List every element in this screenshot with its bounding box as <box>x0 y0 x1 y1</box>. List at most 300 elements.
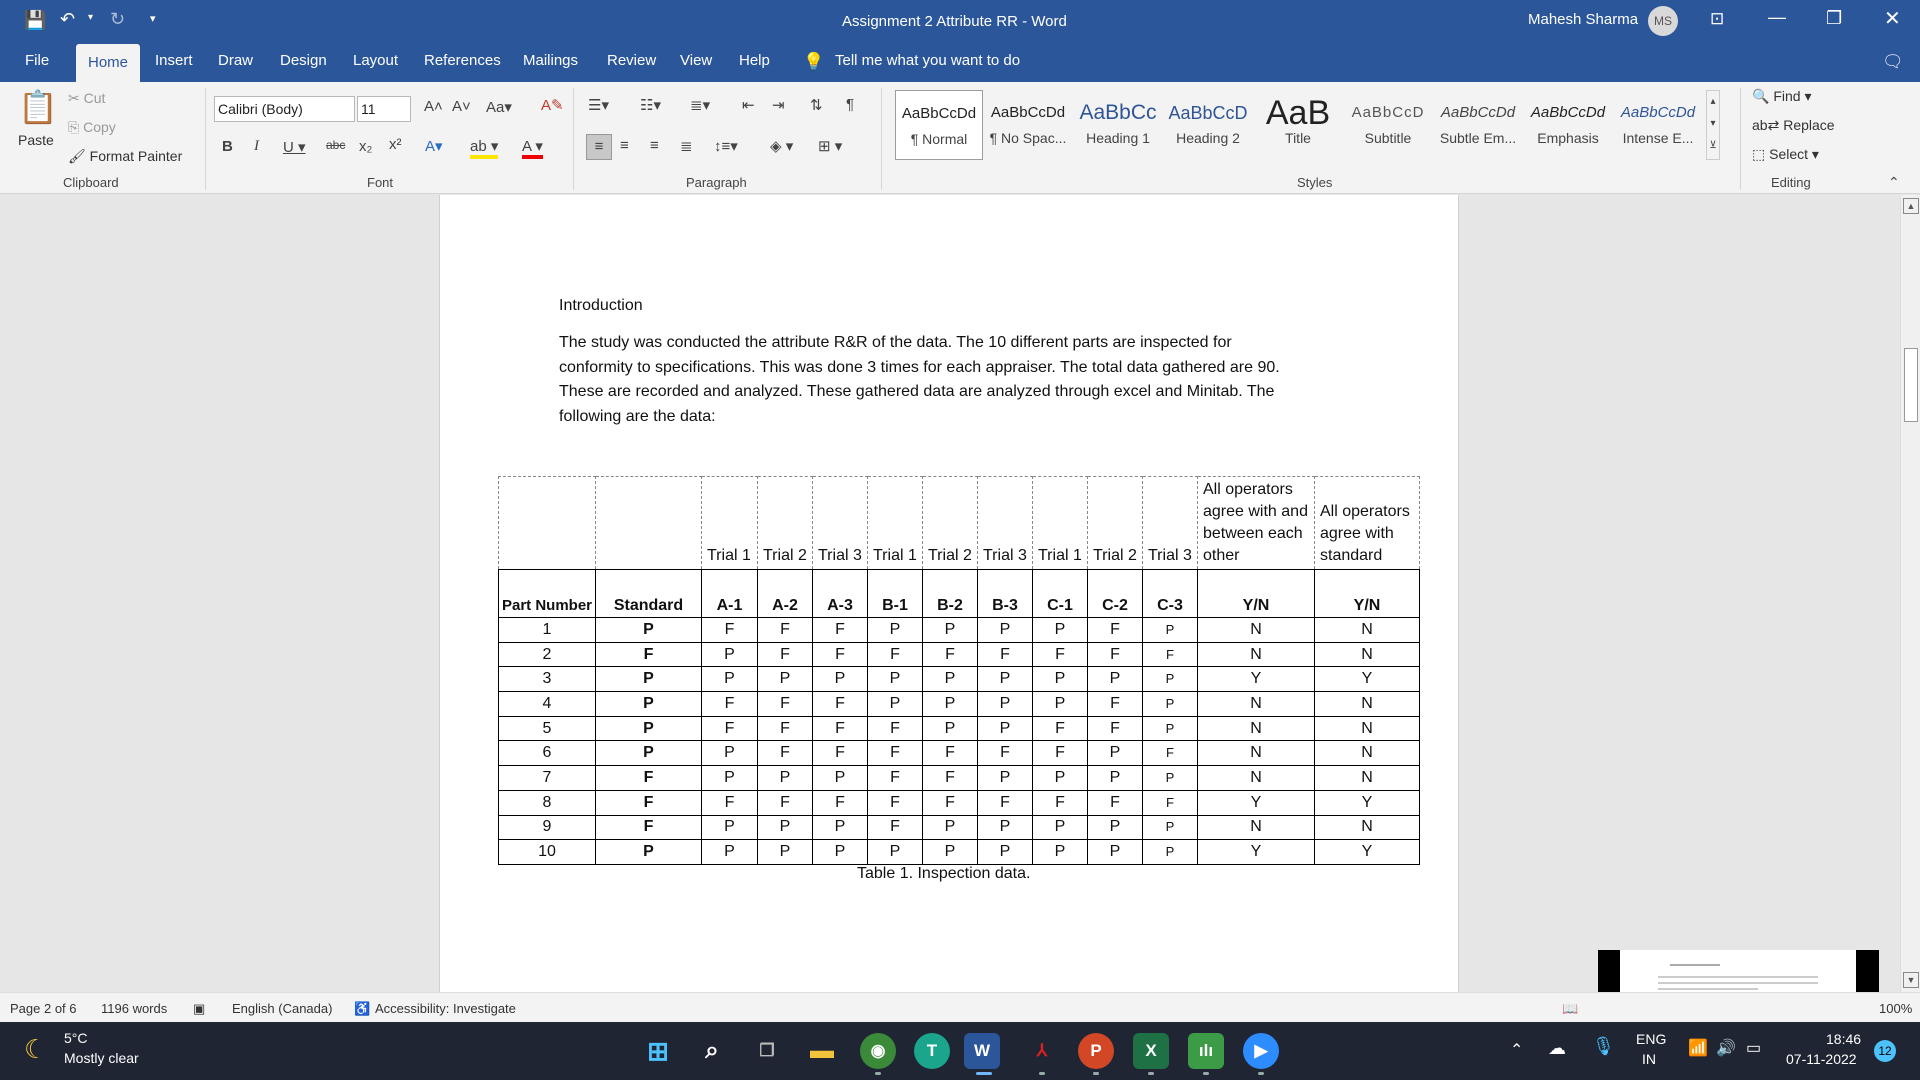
style-subtle-emphasis[interactable] <box>1434 90 1522 160</box>
subscript-icon[interactable]: x₂ <box>359 138 373 155</box>
underline-icon[interactable]: U ▾ <box>283 139 306 156</box>
table-cell[interactable]: Y <box>1315 790 1420 815</box>
preview-line <box>1658 982 1818 984</box>
table-cell[interactable]: F <box>758 618 813 643</box>
table-cell[interactable]: P <box>1033 840 1088 865</box>
table-cell[interactable]: 1 <box>499 618 596 643</box>
copy-button[interactable]: ⎘ Copy <box>68 119 116 135</box>
style-intense-emphasis[interactable] <box>1614 90 1702 160</box>
table-cell[interactable]: P <box>1088 741 1143 766</box>
word-icon[interactable]: W <box>964 1033 1000 1069</box>
table-cell[interactable]: P <box>1088 815 1143 840</box>
powerpoint-icon[interactable]: P <box>1078 1033 1114 1069</box>
style-heading-1[interactable] <box>1074 90 1162 160</box>
table-cell[interactable]: P <box>702 741 758 766</box>
table-cell[interactable]: F <box>978 741 1033 766</box>
table-cell[interactable]: P <box>923 840 978 865</box>
table-top-header-cell: All operators agree with standard <box>1315 477 1420 570</box>
table-cell[interactable]: 8 <box>499 790 596 815</box>
table-cell[interactable]: F <box>923 642 978 667</box>
table-cell[interactable]: N <box>1198 766 1315 791</box>
scroll-thumb[interactable] <box>1904 348 1918 422</box>
style-name: Title <box>1285 130 1311 146</box>
table-cell[interactable]: P <box>978 692 1033 717</box>
table-cell[interactable]: 4 <box>499 692 596 717</box>
accessibility-icon[interactable]: ♿ <box>354 1001 371 1016</box>
table-cell[interactable]: N <box>1198 741 1315 766</box>
table-cell[interactable]: P <box>1033 815 1088 840</box>
language-eng[interactable]: ENG <box>1636 1031 1667 1047</box>
italic-icon[interactable]: I <box>254 138 259 154</box>
table-cell[interactable]: P <box>1033 618 1088 643</box>
table-cell[interactable]: P <box>1143 840 1198 865</box>
table-cell[interactable]: P <box>758 766 813 791</box>
table-top-header-cell: Trial 2 <box>1088 477 1143 570</box>
table-cell[interactable]: N <box>1198 642 1315 667</box>
select-button[interactable]: ⬚ Select ▾ <box>1752 146 1819 162</box>
table-cell[interactable]: P <box>813 667 868 692</box>
wifi-icon[interactable]: 📶 <box>1688 1040 1708 1057</box>
table-cell[interactable]: F <box>702 692 758 717</box>
style-preview: AaBbCcDd <box>990 104 1066 121</box>
table-cell[interactable]: 6 <box>499 741 596 766</box>
weather-status[interactable]: Mostly clear <box>64 1050 139 1066</box>
style-name: ¶ No Spac... <box>989 130 1067 146</box>
table-cell[interactable]: P <box>702 815 758 840</box>
numbering-icon[interactable]: ☷▾ <box>640 97 661 114</box>
table-cell[interactable]: P <box>868 667 923 692</box>
table-cell[interactable]: P <box>1143 815 1198 840</box>
table-cell[interactable]: Y <box>1198 667 1315 692</box>
table-cell[interactable]: F <box>758 642 813 667</box>
lightbulb-icon[interactable]: 💡 <box>803 52 825 71</box>
table-cell[interactable]: F <box>923 790 978 815</box>
table-cell[interactable]: P <box>702 642 758 667</box>
table-top-header-cell: Trial 1 <box>1033 477 1088 570</box>
style-preview: AaBbCcD <box>1351 104 1425 121</box>
table-cell[interactable]: P <box>702 766 758 791</box>
tab-help[interactable]: Help <box>739 52 770 69</box>
tab-draw[interactable]: Draw <box>218 52 254 69</box>
table-row <box>499 766 1420 791</box>
start-icon[interactable]: ⊞ <box>647 1036 669 1066</box>
increase-indent-icon[interactable]: ⇥ <box>772 97 785 114</box>
table-cell[interactable]: F <box>868 790 923 815</box>
table-cell[interactable]: F <box>1033 716 1088 741</box>
onedrive-icon[interactable]: ☁ <box>1548 1038 1566 1058</box>
table-cell[interactable]: F <box>702 618 758 643</box>
running-indicator <box>1258 1072 1264 1075</box>
language-status[interactable]: English (Canada) <box>232 1001 333 1016</box>
tab-design[interactable]: Design <box>280 52 327 69</box>
table-cell[interactable]: N <box>1315 716 1420 741</box>
align-right-icon[interactable]: ≡ <box>650 137 659 154</box>
sort-icon[interactable]: ⇅ <box>810 97 823 114</box>
cut-button[interactable]: ✂ Cut <box>68 90 106 106</box>
title-bar <box>0 0 1920 44</box>
table-header-cell: C-2 <box>1088 570 1143 618</box>
paste-button[interactable]: Paste <box>18 132 54 148</box>
table-cell[interactable]: P <box>868 840 923 865</box>
style-preview: AaB <box>1265 96 1331 130</box>
table-row <box>499 642 1420 667</box>
table-cell[interactable]: P <box>1088 840 1143 865</box>
table-row <box>499 741 1420 766</box>
proofing-icon[interactable]: ▣ <box>193 1001 206 1016</box>
table-row <box>499 716 1420 741</box>
table-cell[interactable]: F <box>596 790 702 815</box>
table-cell[interactable]: F <box>1088 618 1143 643</box>
table-cell[interactable]: F <box>813 618 868 643</box>
table-top-header-cell: Trial 3 <box>1143 477 1198 570</box>
table-cell[interactable]: N <box>1315 692 1420 717</box>
font-group-label: Font <box>367 175 394 190</box>
zoom-level[interactable]: 100% <box>1879 1001 1913 1016</box>
table-cell[interactable]: F <box>1088 692 1143 717</box>
style-heading-2[interactable] <box>1164 90 1252 160</box>
table-row <box>499 815 1420 840</box>
vertical-scrollbar[interactable] <box>1900 195 1920 992</box>
style-name: ¶ Normal <box>910 131 968 147</box>
highlight-icon[interactable]: ab ▾ <box>470 137 498 159</box>
table-cell[interactable]: P <box>978 840 1033 865</box>
task-view-icon[interactable]: ❐ <box>759 1041 775 1060</box>
table-cell[interactable]: 7 <box>499 766 596 791</box>
excel-icon[interactable]: X <box>1133 1033 1169 1069</box>
table-cell[interactable]: F <box>1088 642 1143 667</box>
running-indicator <box>875 1072 881 1075</box>
tell-me-search[interactable]: Tell me what you want to do <box>835 52 1021 69</box>
table-cell[interactable]: P <box>1033 766 1088 791</box>
table-cell[interactable]: F <box>868 766 923 791</box>
zoom-app-icon[interactable]: ▶ <box>1243 1033 1279 1069</box>
undo-dropdown-icon[interactable]: ▾ <box>88 12 94 23</box>
table-header-cell: A-2 <box>758 570 813 618</box>
table-cell[interactable]: P <box>702 840 758 865</box>
table-cell[interactable]: P <box>1033 692 1088 717</box>
table-cell[interactable]: P <box>813 815 868 840</box>
table-cell[interactable]: F <box>758 716 813 741</box>
accessibility-status[interactable]: Accessibility: Investigate <box>375 1001 516 1016</box>
temperature[interactable]: 5°C <box>64 1030 88 1046</box>
table-cell[interactable]: P <box>1088 766 1143 791</box>
table-cell[interactable]: P <box>596 716 702 741</box>
read-mode-icon[interactable]: 📖 <box>1562 1001 1579 1016</box>
table-cell[interactable]: F <box>868 815 923 840</box>
table-cell[interactable]: F <box>1033 790 1088 815</box>
table-top-header-cell: Trial 2 <box>923 477 978 570</box>
volume-icon[interactable]: 🔊 <box>1716 1040 1736 1057</box>
table-cell[interactable]: Y <box>1315 840 1420 865</box>
table-cell[interactable]: P <box>978 618 1033 643</box>
table-cell[interactable]: P <box>1088 667 1143 692</box>
clock-time[interactable]: 18:46 <box>1826 1031 1862 1047</box>
justify-icon[interactable]: ≣ <box>680 138 693 155</box>
table-cell[interactable]: P <box>1143 618 1198 643</box>
table-cell[interactable]: N <box>1315 815 1420 840</box>
table-cell[interactable]: F <box>978 642 1033 667</box>
collapse-ribbon-icon[interactable]: ⌃ <box>1888 174 1900 190</box>
font-size-dropdown[interactable]: 11 <box>357 96 411 122</box>
table-cell[interactable]: P <box>596 618 702 643</box>
table-cell[interactable]: F <box>978 790 1033 815</box>
table-cell[interactable]: 5 <box>499 716 596 741</box>
table-cell[interactable]: F <box>1143 642 1198 667</box>
table-cell[interactable]: P <box>1143 667 1198 692</box>
styles-scroll-icon[interactable]: ▴ ▾ ⊻ <box>1706 90 1720 160</box>
inspection-table[interactable] <box>498 476 1420 865</box>
table-cell[interactable]: N <box>1315 618 1420 643</box>
table-cell[interactable]: P <box>923 692 978 717</box>
scroll-up-icon[interactable]: ▲ <box>1903 198 1919 214</box>
tab-view[interactable]: View <box>680 52 713 69</box>
table-cell[interactable]: Y <box>1315 667 1420 692</box>
table-row <box>499 840 1420 865</box>
paragraph-line: conformity to specifications. This was done 3 times for each appraiser. The total data gathered are 90. <box>559 358 1280 376</box>
table-cell[interactable]: P <box>978 766 1033 791</box>
table-cell[interactable]: P <box>596 667 702 692</box>
table-cell[interactable]: F <box>596 642 702 667</box>
table-top-header-cell: Trial 1 <box>868 477 923 570</box>
chrome-icon[interactable]: ◉ <box>860 1033 896 1069</box>
style-name: Intense E... <box>1622 130 1694 146</box>
table-cell[interactable]: P <box>1143 692 1198 717</box>
tab-home[interactable]: Home <box>76 44 140 82</box>
clear-formatting-icon[interactable]: A✎ <box>541 97 564 114</box>
ribbon <box>0 82 1920 194</box>
customize-qat-icon[interactable]: ▾ <box>150 13 156 25</box>
table-cell[interactable]: P <box>923 667 978 692</box>
table-cell[interactable]: F <box>923 766 978 791</box>
redo-icon[interactable]: ↻ <box>110 9 126 29</box>
borders-icon[interactable]: ⊞ ▾ <box>818 138 843 155</box>
table-cell[interactable]: F <box>1033 642 1088 667</box>
strikethrough-icon[interactable]: abc <box>326 138 346 152</box>
table-cell[interactable]: F <box>813 642 868 667</box>
heading-introduction: Introduction <box>559 297 643 314</box>
table-cell[interactable]: P <box>758 667 813 692</box>
table-cell[interactable]: P <box>923 716 978 741</box>
replace-button[interactable]: ab⇄ Replace <box>1752 117 1835 133</box>
paragraph-line: following are the data: <box>559 407 716 425</box>
bullets-icon[interactable]: ☰▾ <box>588 97 609 114</box>
superscript-icon[interactable]: x² <box>389 136 402 153</box>
notification-badge[interactable]: 12 <box>1874 1040 1896 1062</box>
table-cell[interactable]: F <box>596 815 702 840</box>
table-cell[interactable]: F <box>868 741 923 766</box>
table-cell[interactable]: P <box>813 840 868 865</box>
table-cell[interactable]: P <box>868 618 923 643</box>
table-cell[interactable]: N <box>1198 618 1315 643</box>
minimize-icon[interactable]: — <box>1768 7 1786 27</box>
table-cell[interactable]: F <box>923 741 978 766</box>
table-cell[interactable]: F <box>1033 741 1088 766</box>
table-cell[interactable]: F <box>758 692 813 717</box>
table-cell[interactable]: 10 <box>499 840 596 865</box>
table-cell[interactable]: F <box>1143 741 1198 766</box>
align-center-icon[interactable]: ≡ <box>620 137 629 154</box>
table-header-cell: Part Number <box>499 570 596 618</box>
style-emphasis[interactable] <box>1524 90 1612 160</box>
table-cell[interactable]: N <box>1315 766 1420 791</box>
grow-font-icon[interactable]: A˄ <box>424 98 443 115</box>
cut-label: Cut <box>83 90 106 106</box>
font-name-dropdown[interactable]: Calibri (Body) <box>214 96 355 122</box>
table-cell[interactable]: N <box>1315 741 1420 766</box>
table-cell[interactable]: P <box>978 815 1033 840</box>
tab-layout[interactable]: Layout <box>353 52 399 69</box>
table-top-header-cell: All operators agree with and between each other <box>1198 477 1315 570</box>
table-row <box>499 618 1420 643</box>
table-header-row <box>499 570 1420 618</box>
style-subtitle[interactable] <box>1344 90 1432 160</box>
active-indicator <box>976 1072 992 1075</box>
table-cell[interactable]: 3 <box>499 667 596 692</box>
charts-app-icon[interactable]: ılı <box>1188 1033 1224 1069</box>
style-name: Subtle Em... <box>1439 130 1517 146</box>
table-cell[interactable]: F <box>813 741 868 766</box>
ribbon-display-icon[interactable]: ⊡ <box>1710 9 1725 28</box>
preview-line <box>1658 988 1758 990</box>
select-label: Select <box>1769 146 1809 162</box>
table-cell[interactable]: F <box>813 790 868 815</box>
table-cell[interactable]: F <box>868 642 923 667</box>
table-cell[interactable]: P <box>923 815 978 840</box>
table-cell[interactable]: F <box>702 790 758 815</box>
bold-icon[interactable]: B <box>222 138 233 155</box>
table-header-cell: A-1 <box>702 570 758 618</box>
style-preview: AaBbCcDd <box>1530 104 1606 121</box>
table-cell[interactable]: F <box>758 790 813 815</box>
text-effects-icon[interactable]: A▾ <box>425 138 443 155</box>
table-cell[interactable]: N <box>1198 692 1315 717</box>
font-color-icon[interactable]: A ▾ <box>522 137 543 159</box>
paragraph-line: The study was conducted the attribute R&R of the data. The 10 different parts are inspected for <box>559 334 1232 351</box>
language-in[interactable]: IN <box>1642 1051 1656 1067</box>
table-cell[interactable]: F <box>702 716 758 741</box>
style-name: Subtitle <box>1364 130 1412 146</box>
app-t-icon[interactable]: T <box>914 1033 950 1069</box>
styles-group-label: Styles <box>1297 175 1333 190</box>
save-icon[interactable]: 💾 <box>24 10 47 30</box>
table-cell[interactable]: N <box>1315 642 1420 667</box>
table-cell[interactable]: F <box>596 766 702 791</box>
divider <box>573 88 574 190</box>
tab-references[interactable]: References <box>424 52 501 69</box>
comments-icon[interactable]: 🗨 <box>1882 52 1904 71</box>
style-normal[interactable] <box>895 90 983 160</box>
change-case-icon[interactable]: Aa▾ <box>486 99 512 116</box>
user-name[interactable]: Mahesh Sharma <box>1528 11 1639 28</box>
paste-icon[interactable]: 📋 <box>18 89 58 125</box>
file-explorer-icon[interactable]: ▬ <box>810 1037 834 1064</box>
table-cell[interactable]: P <box>758 840 813 865</box>
table-cell[interactable]: P <box>868 692 923 717</box>
table-cell[interactable]: F <box>868 716 923 741</box>
table-header-cell: B-2 <box>923 570 978 618</box>
tab-mailings[interactable]: Mailings <box>523 52 579 69</box>
table-cell[interactable]: P <box>702 667 758 692</box>
table-cell[interactable]: P <box>923 618 978 643</box>
multilevel-list-icon[interactable]: ≣▾ <box>690 97 711 114</box>
format-painter-button[interactable]: 🖌 Format Painter <box>68 148 183 164</box>
tab-review[interactable]: Review <box>607 52 657 69</box>
close-icon[interactable]: ✕ <box>1884 8 1901 30</box>
chevron-up-icon[interactable]: ⌃ <box>1510 1042 1524 1059</box>
tab-insert[interactable]: Insert <box>155 52 193 69</box>
table-header-cell: C-3 <box>1143 570 1198 618</box>
scroll-down-icon[interactable]: ▼ <box>1903 972 1919 988</box>
decrease-indent-icon[interactable]: ⇤ <box>742 97 755 114</box>
table-cell[interactable]: 9 <box>499 815 596 840</box>
tab-file[interactable]: File <box>25 52 50 69</box>
shrink-font-icon[interactable]: A˅ <box>452 98 471 115</box>
microphone-icon[interactable]: 🎙 <box>1592 1036 1615 1056</box>
table-cell[interactable]: F <box>758 741 813 766</box>
table-cell[interactable]: F <box>1088 716 1143 741</box>
table-cell[interactable]: F <box>1088 790 1143 815</box>
table-cell[interactable]: P <box>978 667 1033 692</box>
battery-icon[interactable]: ▭ <box>1746 1040 1762 1057</box>
table-cell[interactable]: F <box>813 716 868 741</box>
style-name: Heading 1 <box>1086 130 1150 146</box>
restore-icon[interactable]: ❐ <box>1826 8 1843 28</box>
shading-icon[interactable]: ◈ ▾ <box>770 138 794 155</box>
table-top-header-cell: Trial 1 <box>702 477 758 570</box>
table-cell[interactable]: P <box>596 692 702 717</box>
table-cell[interactable]: P <box>813 766 868 791</box>
table-cell[interactable]: P <box>1033 667 1088 692</box>
style-no-spacing[interactable] <box>984 90 1072 160</box>
table-cell[interactable]: 2 <box>499 642 596 667</box>
page-count[interactable]: Page 2 of 6 <box>10 1001 77 1016</box>
status-bar <box>0 992 1920 1022</box>
table-cell[interactable]: F <box>813 692 868 717</box>
word-count[interactable]: 1196 words <box>101 1001 168 1016</box>
clock-date[interactable]: 07-11-2022 <box>1786 1051 1857 1067</box>
table-cell[interactable]: Y <box>1198 840 1315 865</box>
table-top-header-cell <box>596 477 702 570</box>
show-marks-icon[interactable]: ¶ <box>846 96 855 113</box>
table-cell[interactable]: N <box>1198 815 1315 840</box>
table-cell[interactable]: P <box>596 741 702 766</box>
line-spacing-icon[interactable]: ↕≡▾ <box>714 138 738 155</box>
format-painter-label: Format Painter <box>89 148 183 164</box>
search-icon[interactable]: ⌕ <box>705 1037 719 1064</box>
table-top-header-cell: Trial 3 <box>813 477 868 570</box>
table-cell[interactable]: Y <box>1198 790 1315 815</box>
find-button[interactable]: 🔍 Find ▾ <box>1752 88 1812 104</box>
divider <box>881 88 882 190</box>
avatar[interactable]: MS <box>1648 6 1678 36</box>
weather-icon[interactable]: ☾ <box>24 1034 48 1064</box>
table-cell[interactable]: N <box>1198 716 1315 741</box>
style-title[interactable] <box>1254 90 1342 160</box>
acrobat-icon[interactable]: ⅄ <box>1036 1041 1048 1060</box>
table-cell[interactable]: P <box>758 815 813 840</box>
running-indicator <box>1039 1072 1045 1075</box>
undo-icon[interactable]: ↶ <box>60 9 76 29</box>
table-cell[interactable]: P <box>596 840 702 865</box>
table-top-header-cell: Trial 2 <box>758 477 813 570</box>
table-header-cell: B-1 <box>868 570 923 618</box>
table-cell[interactable]: F <box>1143 790 1198 815</box>
table-cell[interactable]: P <box>1143 766 1198 791</box>
table-cell[interactable]: P <box>978 716 1033 741</box>
table-cell[interactable]: P <box>1143 716 1198 741</box>
table-header-cell: C-1 <box>1033 570 1088 618</box>
align-left-icon[interactable]: ≡ <box>586 134 612 160</box>
